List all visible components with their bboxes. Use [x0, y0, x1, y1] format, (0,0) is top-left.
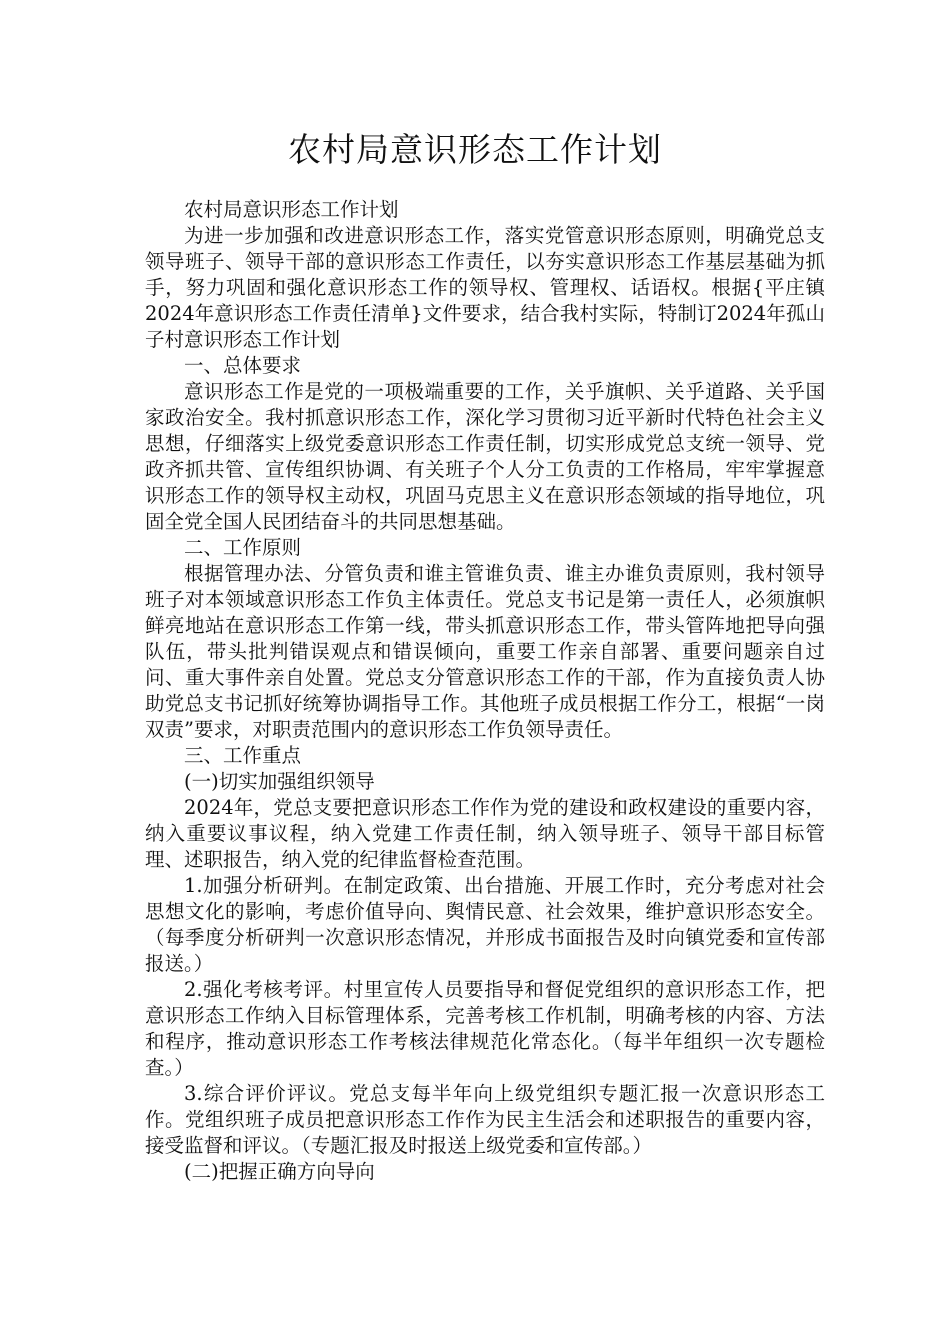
section-heading-2: 二、工作原则	[184, 536, 302, 559]
paragraph-heading-repeat: 农村局意识形态工作计划	[184, 198, 399, 221]
paragraph-work-principles: 根据管理办法、分管负责和谁主管谁负责、谁主办谁负责原则，我村领导班子对本领域意识形态工作负主体责任。党总支书记是第一责任人，必须旗帜鲜亮地站在意识形态工作第一线，带头抓意识形态工作，带头管阵地把导向强队伍，带头批判错误观点和错误倾向，重要工作亲自部署、重要问题亲自过问、重大事件亲自处置。党总支分管意识形态工作的干部，作为直接负责人协助党总支书记抓好统筹协调指导工作。其他班子成员根据工作分工，根据“一岗双责”要求，对职责范围内的意识形态工作负领导责任。	[145, 562, 825, 741]
paragraph-general-requirements: 意识形态工作是党的一项极端重要的工作，关乎旗帜、关乎道路、关乎国家政治安全。我村抓意识形态工作，深化学习贯彻习近平新时代特色社会主义思想，仔细落实上级党委意识形态工作责任制，切实形成党总支统一领导、党政齐抓共管、宣传组织协调、有关班子个人分工负责的工作格局，牢牢掌握意识形态工作的领导权主动权，巩固马克思主义在意识形态领域的指导地位，巩固全党全国人民团结奋斗的共同思想基础。	[145, 380, 825, 533]
paragraph-intro: 为进一步加强和改进意识形态工作，落实党管意识形态原则，明确党总支领导班子、领导干部的意识形态工作责任，以夯实意识形态工作基层基础为抓手，努力巩固和强化意识形态工作的领导权、管理权、话语权。根据{平庄镇2024年意识形态工作责任清单}文件要求，结合我村实际，特制订2024年孤山子村意识形态工作计划	[145, 224, 825, 351]
subsection-heading-1: (一)切实加强组织领导	[184, 770, 375, 793]
paragraph-organization: 2024年，党总支要把意识形态工作作为党的建设和政权建设的重要内容，纳入重要议事议程，纳入党建工作责任制，纳入领导班子、领导干部目标管理、述职报告，纳入党的纪律监督检查范围。	[145, 796, 825, 871]
section-heading-1: 一、总体要求	[184, 354, 302, 377]
document-title: 农村局意识形态工作计划	[288, 130, 662, 169]
document-body	[145, 197, 825, 1185]
subsection-heading-2: (二)把握正确方向导向	[184, 1160, 375, 1183]
paragraph-item-3: 3.综合评价评议。党总支每半年向上级党组织专题汇报一次意识形态工作。党组织班子成员把意识形态工作作为民主生活会和述职报告的重要内容，接受监督和评议。（专题汇报及时报送上级党委和宣传部。）	[145, 1082, 825, 1157]
paragraph-item-1: 1.加强分析研判。在制定政策、出台措施、开展工作时，充分考虑对社会思想文化的影响，考虑价值导向、舆情民意、社会效果，维护意识形态安全。（每季度分析研判一次意识形态情况，并形成书面报告及时向镇党委和宣传部报送。）	[145, 874, 825, 975]
section-heading-3: 三、工作重点	[184, 744, 302, 767]
paragraph-item-2: 2.强化考核考评。村里宣传人员要指导和督促党组织的意识形态工作，把意识形态工作纳入目标管理体系，完善考核工作机制，明确考核的内容、方法和程序，推动意识形态工作考核法律规范化常态化。（每半年组织一次专题检查。）	[145, 978, 825, 1079]
